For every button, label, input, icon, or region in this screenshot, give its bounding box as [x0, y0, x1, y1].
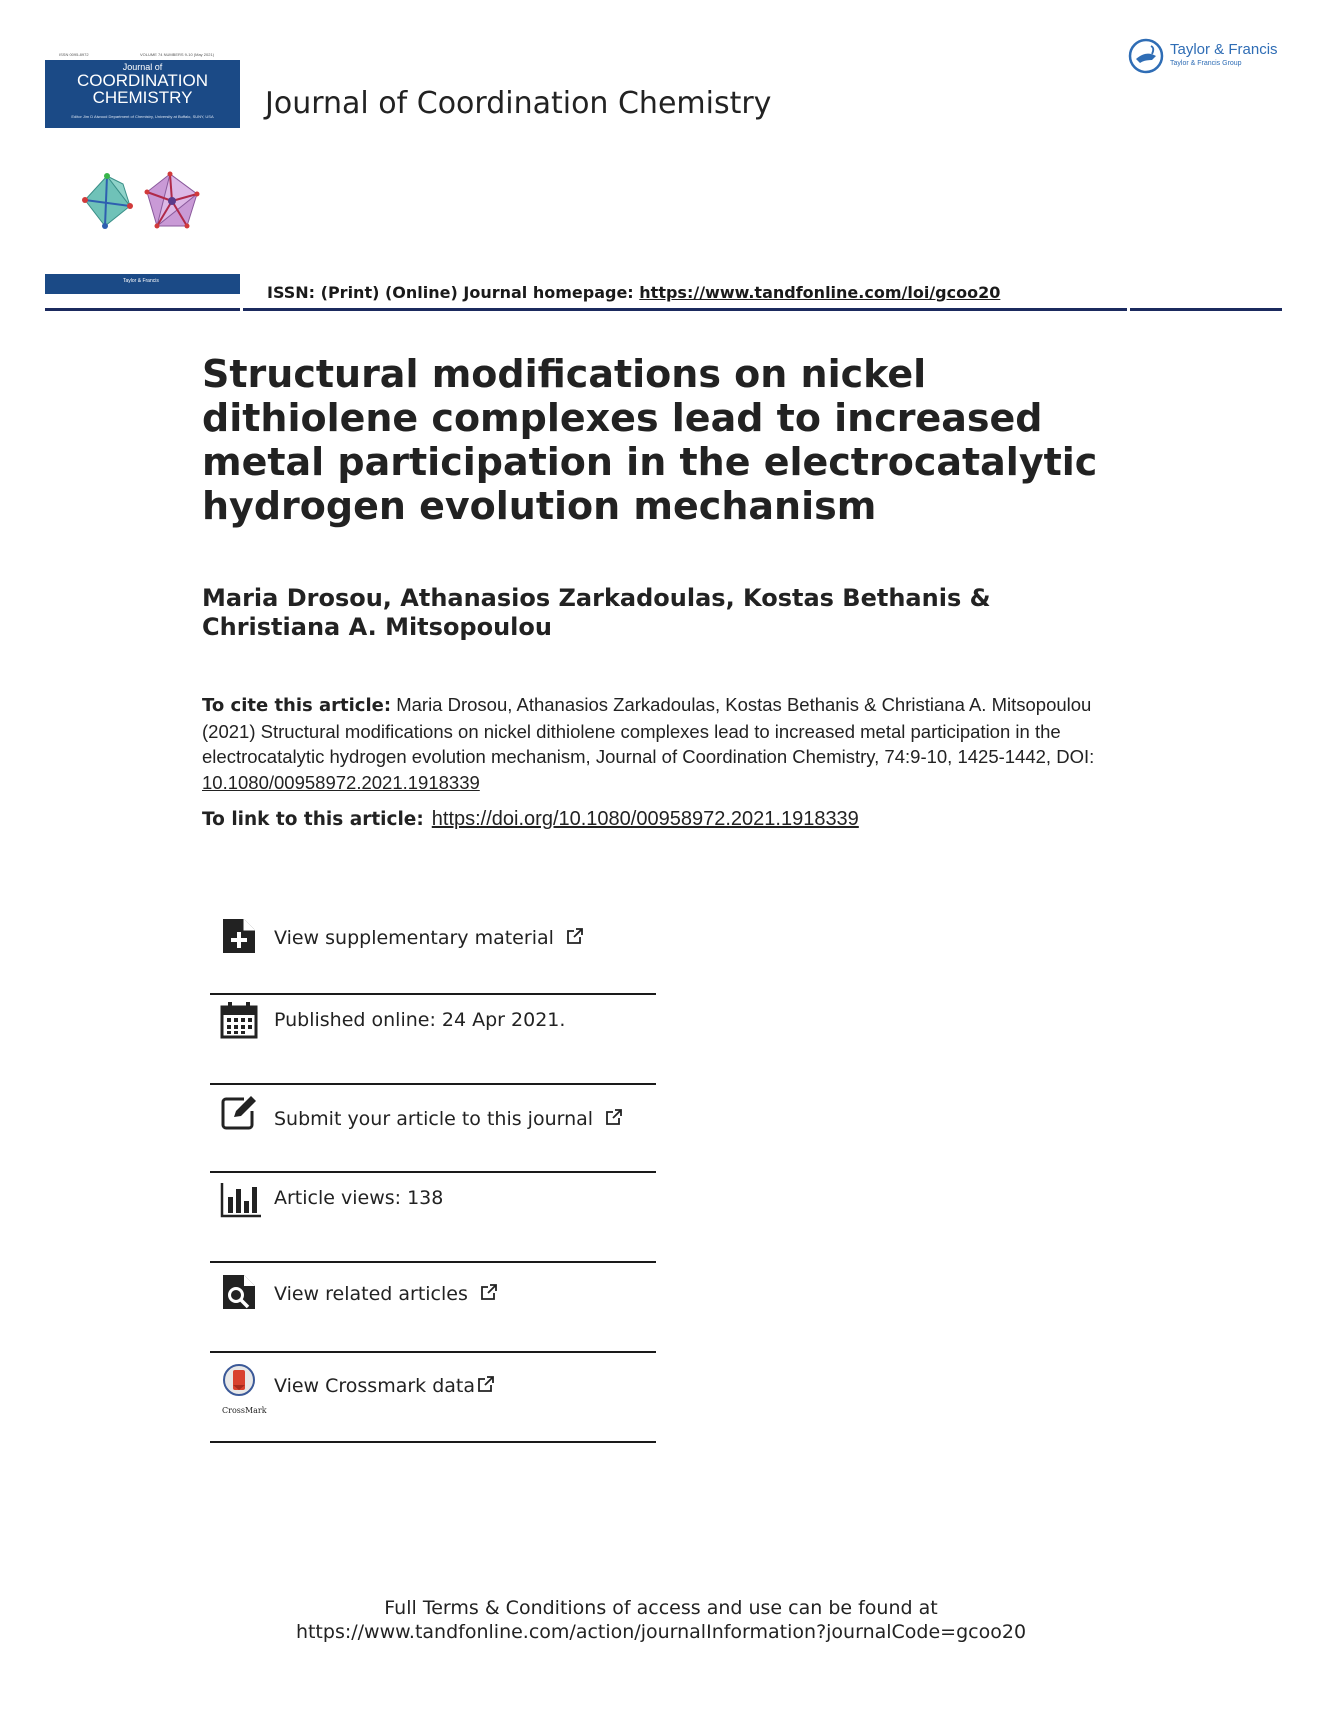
publisher-group: Taylor & Francis Group — [1170, 60, 1242, 67]
related-row[interactable] — [210, 1263, 656, 1353]
cover-volume: VOLUME 74 NUMBERS 9-10 (May 2021) — [140, 52, 215, 57]
cover-footer-band — [45, 274, 240, 294]
cite-doi-link[interactable]: 10.1080/00958972.2021.1918339 — [202, 771, 480, 793]
views-label: Article views: 138 — [274, 1187, 444, 1209]
citation-block — [202, 692, 1122, 795]
file-search-icon — [220, 1273, 258, 1311]
submit-label: Submit your article to this journal — [274, 1108, 594, 1130]
bar-chart-icon — [220, 1181, 262, 1219]
calendar-icon — [220, 1001, 258, 1039]
lamp-logo-icon — [1128, 38, 1164, 74]
published-label: Published online: 24 Apr 2021. — [274, 1009, 566, 1031]
crossmark-label: View Crossmark data — [274, 1375, 476, 1397]
link-label: To link to this article: — [202, 809, 424, 830]
homepage-link[interactable]: https://www.tandfonline.com/loi/gcoo20 — [639, 283, 1001, 302]
supplementary-label: View supplementary material — [274, 927, 554, 949]
external-link-icon — [566, 927, 584, 945]
cover-issn: ISSN 0095-8972 — [59, 52, 89, 57]
article-link-line — [202, 808, 859, 831]
supplementary-row[interactable] — [210, 905, 656, 995]
cover-molecule-illustration — [75, 168, 205, 238]
doi-url-link[interactable]: https://doi.org/10.1080/00958972.2021.1918339 — [431, 808, 859, 830]
crossmark-logo-text: CrossMark — [222, 1406, 267, 1415]
cover-publisher: Taylor & Francis — [123, 278, 159, 284]
cover-editor: Editor Jim D Atwood Department of Chemistry, University at Buffalo, SUNY, USA — [71, 114, 214, 119]
external-link-icon — [605, 1108, 623, 1126]
issn-label: ISSN: (Print) (Online) Journal homepage: — [267, 283, 640, 302]
article-authors: Maria Drosou, Athanasios Zarkadoulas, Kostas Bethanis & Christiana A. Mitsopoulou — [202, 584, 991, 641]
footer-line-1: Full Terms & Conditions of access and use can be found at — [384, 1597, 938, 1619]
submit-row[interactable] — [210, 1083, 656, 1173]
footer-terms — [0, 1596, 1322, 1644]
edit-icon — [220, 1093, 258, 1131]
crossmark-icon — [220, 1363, 258, 1403]
header-rule-right — [1130, 308, 1282, 311]
article-title: Structural modifications on nickel dithiolene complexes lead to increased metal participation in the electrocatalytic hydrogen evolution mechanism — [202, 352, 1098, 528]
journal-title: Journal of Coordination Chemistry — [265, 86, 772, 121]
header-rule-middle — [243, 308, 1127, 311]
cite-label: To cite this article: — [202, 695, 392, 716]
related-label: View related articles — [274, 1283, 468, 1305]
crossmark-row[interactable] — [210, 1353, 656, 1443]
cite-text: Maria Drosou, Athanasios Zarkadoulas, Kostas Bethanis & Christiana A. Mitsopoulou (2021) Structural modifications on nickel dithiolene complexes lead to increased metal participation in the electrocatalytic hydrogen evolution mechanism, Journal of Coordination Chemistry, 74:9-10, 1425-1442, DOI: — [202, 694, 1095, 767]
publisher-logo[interactable] — [1128, 38, 1288, 78]
publisher-name: Taylor & Francis — [1170, 41, 1278, 58]
cover-coordination: COORDINATION — [77, 71, 208, 90]
external-link-icon — [477, 1375, 495, 1393]
journal-cover — [45, 52, 240, 294]
file-plus-icon — [220, 917, 258, 955]
cover-chemistry: CHEMISTRY — [92, 88, 193, 107]
external-link-icon — [480, 1283, 498, 1301]
issn-homepage-line — [267, 283, 1000, 302]
cover-journal-of: Journal of — [122, 62, 163, 72]
views-row — [210, 1173, 656, 1263]
published-row — [210, 995, 656, 1085]
header-rule-left — [45, 308, 240, 311]
footer-line-2[interactable]: https://www.tandfonline.com/action/journalInformation?journalCode=gcoo20 — [295, 1621, 1027, 1643]
